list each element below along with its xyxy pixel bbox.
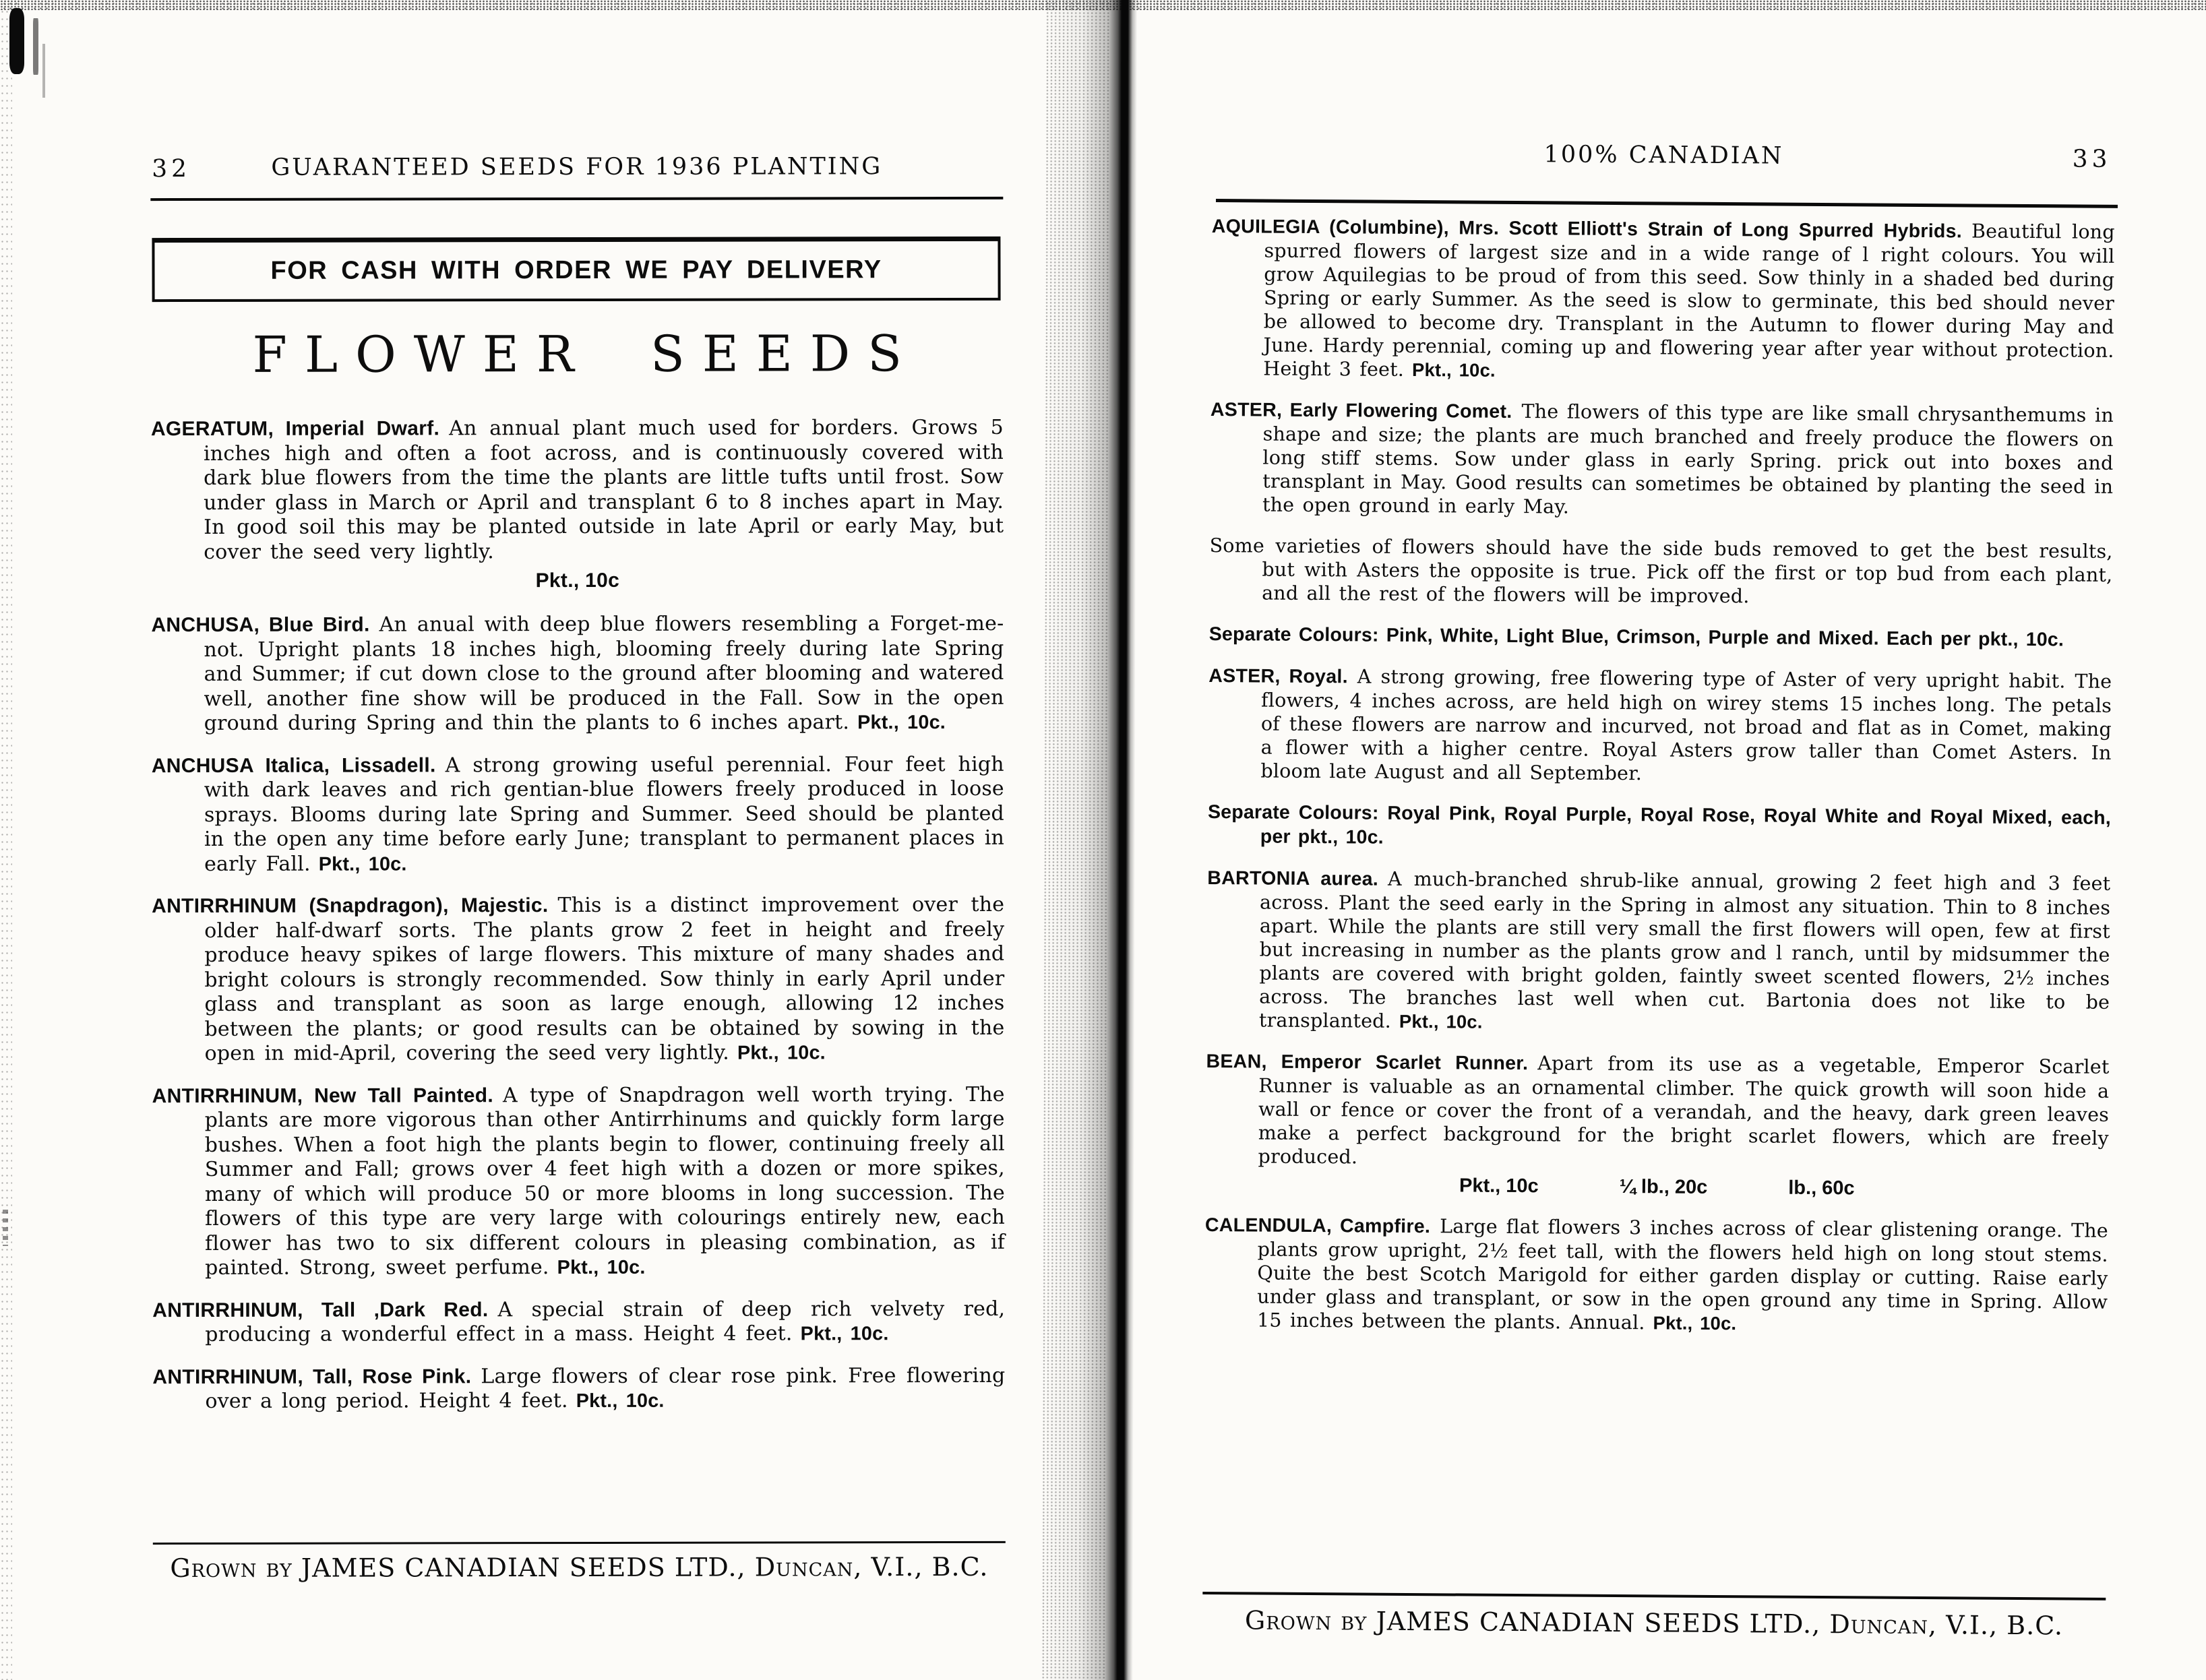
scan-noise-left-edge xyxy=(0,8,12,1680)
price-inline: Pkt., 10c. xyxy=(557,1256,646,1279)
entry-heading: BARTONIA aurea. xyxy=(1207,867,1379,890)
price-inline: Pkt., 10c. xyxy=(800,1323,889,1345)
entry-heading: CALENDULA, Campfire. xyxy=(1204,1214,1431,1238)
entry-body: A much-branched shrub-like annual, growing 2 feet high and 3 feet across. Plant the seed early in the Spring in almost any situation. Thin to 8 inches apart. While the plants are still very small the first flowers will open, few at first but increasing in number as the plants grow and l ranch, until by midsummer the plants are covered with bright golden, faintly sweet scented flowers, 2½ inches across. The branches last well when cut. Bartonia does not like to be transplanted. xyxy=(1258,867,2111,1032)
page-32 xyxy=(150,0,1006,1680)
entry-heading: ANTIRRHINUM, New Tall Painted. xyxy=(152,1084,494,1107)
entry-aster-disbudding-note xyxy=(1209,534,2113,611)
entry-heading: ASTER, Early Flowering Comet. xyxy=(1210,398,1512,423)
entry-body: Apart from its use as a vegetable, Emperor Scarlet Runner is valuable as an ornamental climber. The quick growth will soon hide a wall or fence or cover the front of a verandah, and the heavy, dark green leaves make a perfect background for the bright scarlet flowers, which are freely produced. xyxy=(1258,1052,2110,1169)
entry-body: A special strain of deep rich velvety red, producing a wonderful effect in a mass. Height 4 feet. xyxy=(205,1297,1006,1346)
footer-rule-right xyxy=(1202,1592,2106,1600)
entry-aster-royal xyxy=(1208,664,2112,788)
price-line: Pkt., 10c xyxy=(535,569,620,592)
running-header-right xyxy=(1212,139,2115,172)
entry-anchusa-italica-lissadell xyxy=(152,752,1004,877)
entry-antirrhinum-majestic xyxy=(152,893,1004,1067)
entry-body: Large flat flowers 3 inches across of clear glistening orange. The plants grow upright, 2½ feet tall, with the flowers held high on long stout stems. Quite the best Scotch Marigold for either garden display or cutting. Raise early under glass and transplant, or sow in the open ground any time in Spring. Allow 15 inches between the plants. Annual. xyxy=(1256,1215,2109,1334)
entry-heading: ANTIRRHINUM, Tall, Rose Pink. xyxy=(152,1365,472,1388)
entry-body: Large flowers of clear rose pink. Free flowering over a long period. Height 4 feet. xyxy=(205,1363,1006,1413)
entry-anchusa-blue-bird xyxy=(151,612,1004,737)
price-inline: Pkt., 10c. xyxy=(1412,359,1496,381)
entry-heading: ANCHUSA Italica, Lissadell. xyxy=(151,753,436,777)
scan-corner-mark xyxy=(9,8,24,74)
entry-body: Beautiful long spurred flowers of largest size and in a wide range of l right colours. You will grow Aquilegias to be proud of from this seed. Sow thinly in a shaded bed during Spring or early Summer. As the seed is slow to germinate, this bed should never be allowed to become dry. Transplant in the Autumn to flower during May and June. Hardy perennial, coming up and flowering year after year without protection. Height 3 feet. xyxy=(1263,220,2115,381)
entry-body: This is a distinct improvement over the older half-dwarf sorts. The plants grow 2 feet in height and freely produce heavy spikes of large flowers. This mixture of many shades and bright colours is strongly recommended. Sow thinly in early April under glass and transplant as soon as large enough, allowing 12 inches between the plants; or good results can be obtained by sowing in the open in mid-April, covering the seed very lightly. xyxy=(204,892,1005,1065)
entry-heading: ANTIRRHINUM, Tall ,Dark Red. xyxy=(152,1298,489,1321)
price-quarter-lb: ¼ lb., 20c xyxy=(1619,1176,1708,1198)
entry-ageratum-imperial-dwarf xyxy=(151,416,1004,565)
entry-body: An anual with deep blue flowers resembling a Forget-me-not. Upright plants 18 inches high, blooming freely during late Spring and Summer; if cut down close to the ground after blooming and watered well, another fine show will be produced in the Fall. Sow in the open ground during Spring and thin the plants to 6 inches apart. xyxy=(204,611,1004,735)
running-title-right: 100% CANADIAN xyxy=(1543,141,1784,170)
entry-calendula-campfire xyxy=(1204,1213,2108,1338)
entry-aster-royal-separate-colours xyxy=(1208,800,2111,854)
entries-left xyxy=(151,416,1006,1432)
entry-bartonia-aurea xyxy=(1206,866,2111,1038)
entry-heading: BEAN, Emperor Scarlet Runner. xyxy=(1206,1050,1529,1075)
entry-antirrhinum-tall-dark-red xyxy=(152,1297,1005,1347)
price-inline: Pkt., 10c. xyxy=(1399,1010,1483,1032)
entry-body: An annual plant much used for borders. Grows 5 inches high and often a foot across, and is continuously covered with dark blue flowers from the time the plants are little tufts until frost. Sow under glass in March or April and transplant 6 to 8 inches apart in May. In good soil this may be planted outside in late April or early May, but cover the seed very lightly. xyxy=(203,415,1004,564)
entry-aquilegia-columbine xyxy=(1211,214,2115,386)
entry-heading: ASTER, Royal. xyxy=(1208,664,1348,688)
entry-heading: Separate Colours: Royal Pink, Royal Purple, Royal Rose, Royal White and Royal Mixed, each, per pkt., 10c. xyxy=(1207,801,2112,848)
entry-body: A strong growing useful perennial. Four feet high with dark leaves and rich gentian-blue flowers freely produced in loose sprays. Blooms during late Spring and Summer. Seed should be planted in the open any time before early June; transplant to permanent places in early Fall. xyxy=(204,752,1005,876)
page-33 xyxy=(1202,0,2116,1680)
section-title-flower-seeds: FLOWER SEEDS xyxy=(252,325,919,384)
entry-heading: AGERATUM, Imperial Dwarf. xyxy=(150,417,440,441)
price-inline: Pkt., 10c. xyxy=(318,852,407,875)
book-gutter-shadow xyxy=(1041,0,1138,1680)
scan-edge-tick xyxy=(3,1210,8,1246)
delivery-banner-text: FOR CASH WITH ORDER WE PAY DELIVERY xyxy=(270,255,882,285)
price-pkt: Pkt., 10c xyxy=(1459,1175,1539,1197)
price-inline: Pkt., 10c. xyxy=(737,1042,826,1064)
header-rule-left xyxy=(150,197,1003,201)
price-inline: Pkt., 10c. xyxy=(1653,1312,1737,1334)
entry-aster-separate-colours xyxy=(1209,622,2112,652)
page-number-right: 33 xyxy=(2072,145,2112,173)
entry-antirrhinum-tall-rose-pink xyxy=(152,1363,1005,1414)
entry-heading: AQUILEGIA (Columbine), Mrs. Scott Elliott's Strain of Long Spurred Hybrids. xyxy=(1211,215,1963,243)
delivery-banner xyxy=(152,237,1000,302)
entry-body: A type of Snapdragon well worth trying. The plants are more vigorous than other Antirrhinums and quickly form large bushes. When a foot high the plants begin to flower, continuing freely all Summer and Fall; grows over 4 feet high with a dozen or more spikes, many of which will produce 50 or more blooms in long succession. The flowers of this type are very large with colourings entirely new, each flower has two to six different colours in pleasing combination, as if painted. Strong, sweet perfume. xyxy=(204,1082,1006,1280)
page-number-left: 32 xyxy=(152,155,191,183)
entry-bean-emperor-scarlet-runner xyxy=(1206,1049,2110,1174)
footer-rule-left xyxy=(153,1541,1006,1545)
entry-antirrhinum-new-tall-painted xyxy=(152,1082,1006,1280)
entries-right xyxy=(1204,214,2115,1355)
footer-left: Grown by JAMES CANADIAN SEEDS LTD., Duncan, V.I., B.C. xyxy=(170,1551,989,1584)
running-title-left: GUARANTEED SEEDS FOR 1936 PLANTING xyxy=(271,153,883,181)
price-inline: Pkt., 10c. xyxy=(576,1390,665,1412)
entry-heading: ANTIRRHINUM (Snapdragon), Majestic. xyxy=(152,894,549,918)
price-lb: lb., 60c xyxy=(1788,1177,1855,1200)
entry-aster-early-flowering-comet xyxy=(1210,398,2114,522)
entry-body: The flowers of this type are like small chrysanthemums in shape and size; the plants are much branched and freely produce the flowers on long stiff stems. Sow under glass in early Spring. prick out into boxes and transplant in May. Good results can sometimes be obtained by planting the seed in the open ground in early May. xyxy=(1262,400,2114,518)
entry-heading: Separate Colours: Pink, White, Light Blue, Crimson, Purple and Mixed. Each per pkt., 10c. xyxy=(1208,623,2064,651)
bean-price-row xyxy=(1205,1173,2108,1202)
header-rule-right xyxy=(1216,199,2118,208)
running-header-left xyxy=(150,153,1003,181)
entry-body: A strong growing, free flowering type of Aster of very upright habit. The flowers, 4 inches across, are held high on wirey stems 15 inches long. The petals of these flowers are narrow and incurved, not broad and flat as in Comet, making a flower with a higher centre. Royal Asters grow taller than Comet Asters. In bloom late August and all September. xyxy=(1260,665,2112,785)
price-inline: Pkt., 10c. xyxy=(857,712,946,734)
entry-heading: ANCHUSA, Blue Bird. xyxy=(151,613,370,637)
footer-right: Grown by JAMES CANADIAN SEEDS LTD., Duncan, V.I., B.C. xyxy=(1244,1605,2064,1641)
entry-body: Some varieties of flowers should have the side buds removed to get the best results, but with Asters the opposite is true. Pick off the first or top bud from each plant, and all the rest of the flowers will be improved. xyxy=(1209,534,2113,608)
